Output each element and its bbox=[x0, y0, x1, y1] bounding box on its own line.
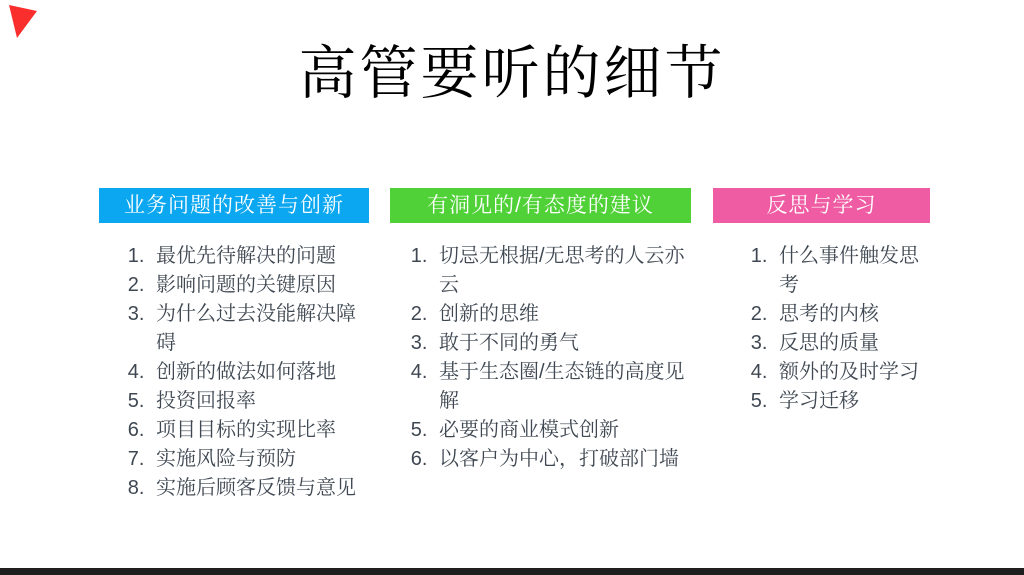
column-list-insightful-advice bbox=[433, 242, 691, 474]
list-item: 5. 投资回报率 bbox=[150, 387, 369, 416]
column-business-improvement bbox=[99, 188, 369, 503]
list-item: 1. 什么事件触发思考 bbox=[773, 242, 930, 300]
column-reflection-learning bbox=[713, 188, 930, 416]
list-item: 6. 项目目标的实现比率 bbox=[150, 416, 369, 445]
column-list-reflection-learning bbox=[773, 242, 930, 416]
list-item: 4. 基于生态圈/生态链的高度见解 bbox=[433, 358, 691, 416]
column-insightful-advice bbox=[390, 188, 691, 474]
list-item: 1. 最优先待解决的问题 bbox=[150, 242, 369, 271]
column-list-business-improvement bbox=[150, 242, 369, 503]
bottom-letterbox-bar bbox=[0, 568, 1024, 575]
list-item: 8. 实施后顾客反馈与意见 bbox=[150, 474, 369, 503]
list-item: 1. 切忌无根据/无思考的人云亦云 bbox=[433, 242, 691, 300]
list-item: 7. 实施风险与预防 bbox=[150, 445, 369, 474]
list-item: 2. 思考的内核 bbox=[773, 300, 930, 329]
column-header-insightful-advice: 有洞见的/有态度的建议 bbox=[390, 188, 691, 223]
list-item: 2. 创新的思维 bbox=[433, 300, 691, 329]
list-item: 3. 为什么过去没能解决障碍 bbox=[150, 300, 369, 358]
slide-title: 高管要听的细节 bbox=[298, 41, 726, 106]
list-item: 4. 额外的及时学习 bbox=[773, 358, 930, 387]
list-item: 3. 敢于不同的勇气 bbox=[433, 329, 691, 358]
column-header-business-improvement: 业务问题的改善与创新 bbox=[99, 188, 369, 223]
list-item: 6. 以客户为中心，打破部门墙 bbox=[433, 445, 691, 474]
list-item: 3. 反思的质量 bbox=[773, 329, 930, 358]
column-header-reflection-learning: 反思与学习 bbox=[713, 188, 930, 223]
list-item: 5. 必要的商业模式创新 bbox=[433, 416, 691, 445]
list-item: 5. 学习迁移 bbox=[773, 387, 930, 416]
list-item: 4. 创新的做法如何落地 bbox=[150, 358, 369, 387]
list-item: 2. 影响问题的关键原因 bbox=[150, 271, 369, 300]
red-pointer-icon bbox=[8, 4, 40, 40]
